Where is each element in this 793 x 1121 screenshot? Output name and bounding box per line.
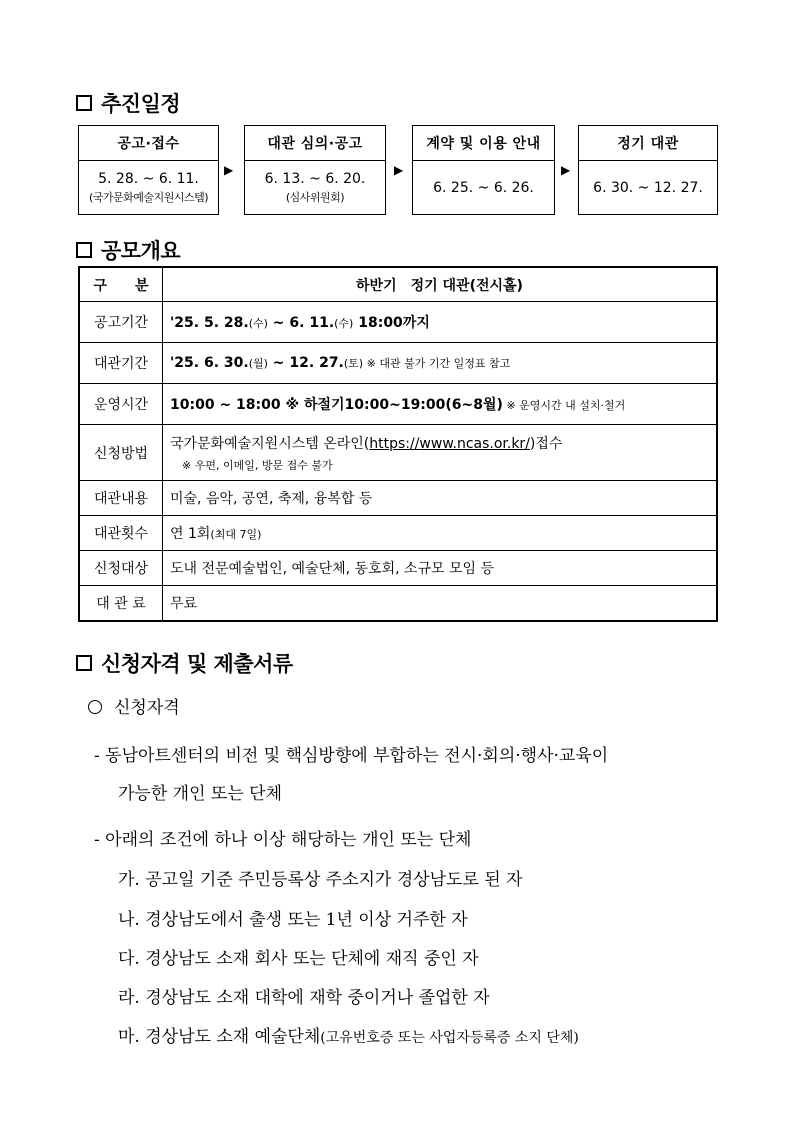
stage-label: 공고·접수 (79, 126, 218, 161)
stage-label: 정기 대관 (579, 126, 717, 161)
eligibility-title-text: 신청자격 및 제출서류 (101, 652, 293, 676)
arrow-right-icon: ▶ (561, 163, 571, 177)
row-value-hours (163, 384, 718, 425)
stage-date: 5. 28. ~ 6. 11. (98, 171, 199, 187)
row-key: 대관내용 (79, 481, 163, 516)
table-header-row (79, 267, 717, 302)
header-key: 구 분 (79, 267, 163, 302)
table-row (79, 302, 717, 343)
header-value: 하반기 정기 대관(전시홀) (163, 267, 718, 302)
ncas-link[interactable]: https://www.ncas.or.kr/ (369, 435, 530, 452)
method-text-end: )접수 (529, 435, 563, 452)
schedule-stage-1 (78, 125, 219, 215)
circle-bullet-icon (88, 700, 102, 714)
row-key: 신청방법 (79, 425, 163, 481)
row-key: 대관횟수 (79, 516, 163, 551)
count-value: 연 1회 (170, 526, 211, 542)
schedule-stage-3 (412, 125, 555, 215)
row-key: 신청대상 (79, 551, 163, 586)
overview-table (78, 266, 718, 622)
eligibility-section-title (76, 648, 293, 678)
stage-note: (국가문화예술지원시스템) (89, 191, 208, 204)
announce-start: '25. 5. 28. (170, 315, 249, 331)
hours-value: 10:00 ~ 18:00 ※ 하절기10:00~19:00(6~8월) (170, 397, 503, 413)
row-value-count (163, 516, 718, 551)
stage-date: 6. 13. ~ 6. 20. (264, 171, 366, 187)
rental-end-day: (토) (343, 357, 364, 370)
schedule-stage-2 (244, 125, 386, 215)
announce-time: 18:00까지 (353, 315, 430, 331)
row-value-method (163, 425, 718, 481)
row-value-announce (163, 302, 718, 343)
row-value-fee: 무료 (163, 586, 718, 621)
table-row (79, 481, 717, 516)
rental-end: ~ 12. 27. (267, 355, 344, 371)
eligibility-item-1-line-1: - 동남아트센터의 비전 및 핵심방향에 부합하는 전시·회의·행사·교육이 (94, 746, 609, 766)
rental-start: '25. 6. 30. (170, 355, 249, 371)
condition-item: 가. 공고일 기준 주민등록상 주소지가 경상남도로 된 자 (118, 870, 523, 890)
condition-item: 나. 경상남도에서 출생 또는 1년 이상 거주한 자 (118, 910, 468, 930)
stage-label: 대관 심의·공고 (245, 126, 385, 161)
rental-start-day: (월) (248, 357, 268, 370)
hours-note: ※ 운영시간 내 설치·철거 (502, 399, 626, 412)
overview-section-title (76, 235, 180, 265)
condition-item: 라. 경상남도 소재 대학에 재학 중이거나 졸업한 자 (118, 988, 490, 1008)
table-row (79, 384, 717, 425)
checkbox-square-icon (76, 242, 92, 258)
condition-item-last (118, 1022, 579, 1047)
stage-label: 계약 및 이용 안내 (413, 126, 554, 161)
condition-item: 다. 경상남도 소재 회사 또는 단체에 재직 중인 자 (118, 949, 479, 969)
stage-date: 6. 30. ~ 12. 27. (593, 180, 703, 196)
announce-end-day: (수) (334, 317, 354, 330)
announce-end: ~ 6. 11. (267, 315, 335, 331)
table-row (79, 551, 717, 586)
condition-text: 마. 경상남도 소재 예술단체 (118, 1027, 321, 1047)
checkbox-square-icon (76, 95, 92, 111)
schedule-section-title (76, 88, 180, 118)
overview-title-text: 공모개요 (101, 239, 181, 263)
condition-note: (고유번호증 또는 사업자등록증 소지 단체) (320, 1030, 579, 1046)
method-note: ※ 우편, 이메일, 방문 접수 불가 (182, 458, 333, 472)
stage-note: (심사위원회) (285, 191, 345, 204)
row-key: 대 관 료 (79, 586, 163, 621)
eligibility-item-1-line-2: 가능한 개인 또는 단체 (118, 784, 283, 804)
eligibility-heading (88, 693, 180, 718)
table-row (79, 425, 717, 481)
arrow-right-icon: ▶ (394, 163, 404, 177)
row-value-target: 도내 전문예술법인, 예술단체, 동호회, 소규모 모임 등 (163, 551, 718, 586)
schedule-stage-4 (578, 125, 718, 215)
row-key: 공고기간 (79, 302, 163, 343)
row-key: 운영시간 (79, 384, 163, 425)
rental-note: ※ 대관 불가 기간 일정표 참고 (363, 357, 511, 370)
schedule-title-text: 추진일정 (101, 92, 181, 116)
table-row (79, 516, 717, 551)
row-value-content: 미술, 음악, 공연, 축제, 융복합 등 (163, 481, 718, 516)
eligibility-heading-text: 신청자격 (114, 698, 180, 718)
schedule-flow (78, 125, 718, 217)
row-value-rental (163, 343, 718, 384)
arrow-right-icon: ▶ (224, 163, 234, 177)
method-text: 국가문화예술지원시스템 온라인( (170, 435, 370, 452)
announce-start-day: (수) (248, 317, 268, 330)
row-key: 대관기간 (79, 343, 163, 384)
table-row (79, 343, 717, 384)
stage-date: 6. 25. ~ 6. 26. (433, 180, 534, 196)
table-row (79, 586, 717, 621)
count-note: (최대 7일) (210, 528, 262, 541)
checkbox-square-icon (76, 655, 92, 671)
eligibility-item-2: - 아래의 조건에 하나 이상 해당하는 개인 또는 단체 (94, 830, 472, 850)
